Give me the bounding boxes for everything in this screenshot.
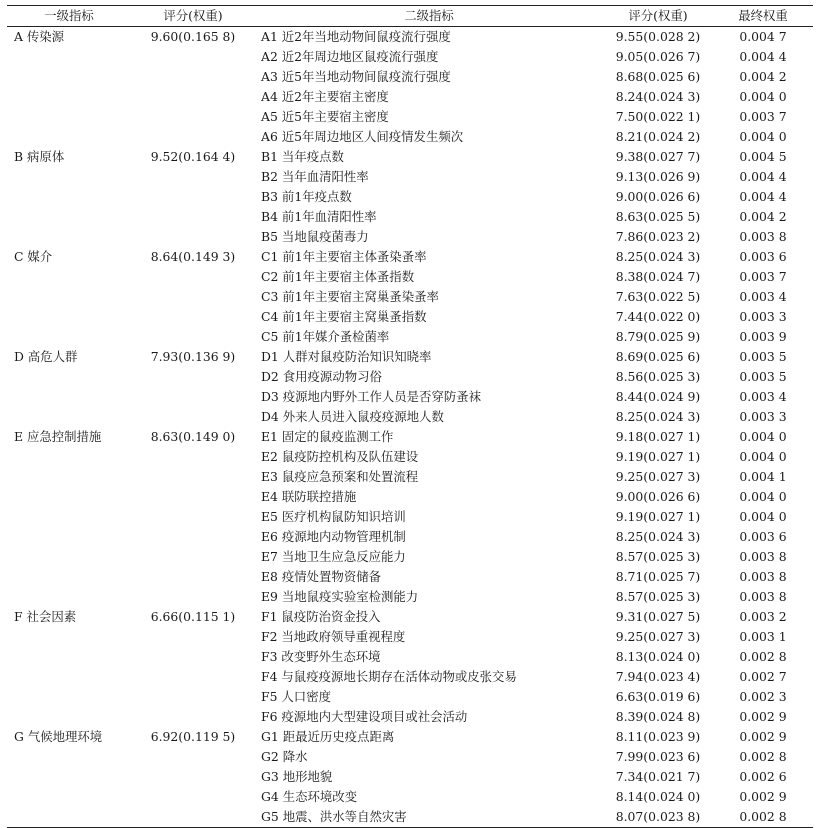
secondary-score-cell: 9.18(0.027 1) — [615, 429, 701, 444]
final-weight-cell: 0.004 0 — [739, 449, 787, 464]
secondary-score-cell: 7.63(0.022 5) — [615, 289, 701, 304]
secondary-score-cell: 8.57(0.025 3) — [615, 589, 701, 604]
table-row — [7, 487, 813, 507]
primary-score-cell — [131, 747, 255, 767]
table-row — [7, 547, 813, 567]
primary-indicator-cell — [7, 547, 131, 567]
primary-indicator-cell — [7, 647, 131, 667]
table-row — [7, 767, 813, 787]
primary-score-cell — [131, 307, 255, 327]
final-weight-cell: 0.003 4 — [739, 389, 787, 404]
primary-indicator-cell: B 病原体 — [14, 149, 65, 164]
primary-indicator-cell — [7, 267, 131, 287]
table-row — [7, 687, 813, 707]
final-weight-cell: 0.004 2 — [739, 209, 787, 224]
secondary-indicator-cell: A2 近2年周边地区鼠疫流行强度 — [261, 49, 439, 64]
primary-indicator-cell — [7, 807, 131, 828]
primary-score-cell — [131, 467, 255, 487]
primary-score-cell — [131, 547, 255, 567]
table-row — [7, 367, 813, 387]
secondary-score-cell: 8.21(0.024 2) — [615, 129, 701, 144]
final-weight-cell: 0.003 3 — [739, 309, 787, 324]
primary-score-cell: 9.60(0.165 8) — [150, 29, 236, 44]
primary-score-cell: 7.93(0.136 9) — [150, 349, 236, 364]
table-row — [7, 267, 813, 287]
final-weight-cell: 0.003 7 — [739, 109, 787, 124]
secondary-score-cell: 8.25(0.024 3) — [615, 409, 701, 424]
secondary-indicator-cell: F6 疫源地内大型建设项目或社会活动 — [261, 709, 468, 724]
secondary-score-cell: 8.69(0.025 6) — [615, 349, 701, 364]
final-weight-cell: 0.002 8 — [739, 649, 787, 664]
secondary-score-cell: 9.05(0.026 7) — [615, 49, 701, 64]
final-weight-cell: 0.003 5 — [739, 369, 787, 384]
primary-score-cell — [131, 67, 255, 87]
primary-indicator-cell: F 社会因素 — [14, 609, 77, 624]
table-row — [7, 147, 813, 167]
secondary-score-cell: 8.24(0.024 3) — [615, 89, 701, 104]
primary-score-cell — [131, 207, 255, 227]
secondary-score-cell: 9.25(0.027 3) — [615, 629, 701, 644]
table-row — [7, 187, 813, 207]
table-row — [7, 727, 813, 747]
secondary-indicator-cell: A5 近5年主要宿主密度 — [261, 109, 389, 124]
secondary-score-cell: 8.25(0.024 3) — [615, 529, 701, 544]
final-weight-cell: 0.003 1 — [739, 629, 787, 644]
primary-indicator-cell: D 高危人群 — [14, 349, 78, 364]
secondary-score-cell: 8.25(0.024 3) — [615, 249, 701, 264]
primary-indicator-cell — [7, 167, 131, 187]
final-weight-cell: 0.004 4 — [739, 49, 787, 64]
primary-score-cell — [131, 267, 255, 287]
primary-score-cell — [131, 47, 255, 67]
final-weight-cell: 0.004 7 — [739, 29, 787, 44]
secondary-score-cell: 8.68(0.025 6) — [615, 69, 701, 84]
table-row — [7, 507, 813, 527]
secondary-indicator-cell: F2 当地政府领导重视程度 — [261, 629, 406, 644]
table-row — [7, 87, 813, 107]
table-row — [7, 607, 813, 627]
primary-indicator-cell — [7, 667, 131, 687]
indicator-weight-table — [7, 5, 813, 828]
table-row — [7, 787, 813, 807]
header-row — [7, 6, 813, 27]
primary-score-cell — [131, 587, 255, 607]
primary-score-cell: 8.63(0.149 0) — [150, 429, 236, 444]
primary-score-cell — [131, 627, 255, 647]
primary-score-cell — [131, 127, 255, 147]
secondary-score-cell: 7.86(0.023 2) — [615, 229, 701, 244]
table-row — [7, 27, 813, 48]
primary-score-cell: 8.64(0.149 3) — [150, 249, 236, 264]
primary-score-cell — [131, 367, 255, 387]
table-row — [7, 207, 813, 227]
primary-indicator-cell — [7, 787, 131, 807]
final-weight-cell: 0.003 9 — [739, 329, 787, 344]
primary-score-cell — [131, 687, 255, 707]
secondary-indicator-cell: C1 前1年主要宿主体蚤染蚤率 — [261, 249, 427, 264]
secondary-indicator-cell: B1 当年疫点数 — [261, 149, 344, 164]
final-weight-cell: 0.004 4 — [739, 189, 787, 204]
secondary-indicator-cell: D4 外来人员进入鼠疫疫源地人数 — [261, 409, 444, 424]
primary-indicator-cell — [7, 107, 131, 127]
secondary-indicator-cell: D3 疫源地内野外工作人员是否穿防蚤袜 — [261, 389, 482, 404]
secondary-indicator-cell: E3 鼠疫应急预案和处置流程 — [261, 469, 419, 484]
final-weight-cell: 0.004 2 — [739, 69, 787, 84]
final-weight-cell: 0.002 9 — [739, 709, 787, 724]
table-row — [7, 567, 813, 587]
final-weight-cell: 0.003 6 — [739, 529, 787, 544]
table-row — [7, 627, 813, 647]
final-weight-cell: 0.002 7 — [739, 669, 787, 684]
secondary-indicator-cell: F4 与鼠疫疫源地长期存在活体动物或皮张交易 — [261, 669, 517, 684]
primary-score-cell: 9.52(0.164 4) — [150, 149, 236, 164]
table-row — [7, 287, 813, 307]
table-row — [7, 667, 813, 687]
final-weight-cell: 0.003 6 — [739, 249, 787, 264]
secondary-indicator-cell: E5 医疗机构鼠防知识培训 — [261, 509, 406, 524]
secondary-score-cell: 9.00(0.026 6) — [615, 189, 701, 204]
table-row — [7, 167, 813, 187]
final-weight-cell: 0.003 7 — [739, 269, 787, 284]
table-row — [7, 47, 813, 67]
secondary-indicator-cell: G2 降水 — [261, 749, 308, 764]
secondary-indicator-cell: E1 固定的鼠疫监测工作 — [261, 429, 394, 444]
primary-indicator-cell — [7, 47, 131, 67]
secondary-indicator-cell: A4 近2年主要宿主密度 — [261, 89, 389, 104]
secondary-score-cell: 8.11(0.023 9) — [615, 729, 701, 744]
secondary-indicator-cell: E8 疫情处置物资储备 — [261, 569, 381, 584]
primary-indicator-cell — [7, 627, 131, 647]
primary-score-cell — [131, 567, 255, 587]
final-weight-cell: 0.003 2 — [739, 609, 787, 624]
secondary-score-cell: 7.44(0.022 0) — [615, 309, 701, 324]
secondary-indicator-cell: A3 近5年当地动物间鼠疫流行强度 — [261, 69, 451, 84]
table-row — [7, 127, 813, 147]
final-weight-cell: 0.004 5 — [739, 149, 787, 164]
primary-indicator-cell — [7, 207, 131, 227]
secondary-indicator-cell: E6 疫源地内动物管理机制 — [261, 529, 406, 544]
secondary-indicator-cell: C2 前1年主要宿主体蚤指数 — [261, 269, 415, 284]
primary-score-cell — [131, 707, 255, 727]
table-row — [7, 307, 813, 327]
table-row — [7, 67, 813, 87]
final-weight-cell: 0.003 8 — [739, 569, 787, 584]
primary-indicator-cell — [7, 687, 131, 707]
final-weight-cell: 0.002 3 — [739, 689, 787, 704]
table-row — [7, 387, 813, 407]
secondary-score-cell: 7.94(0.023 4) — [615, 669, 701, 684]
primary-indicator-cell: C 媒介 — [14, 249, 53, 264]
primary-score-cell — [131, 167, 255, 187]
final-weight-cell: 0.003 3 — [739, 409, 787, 424]
secondary-score-cell: 7.50(0.022 1) — [615, 109, 701, 124]
final-weight-cell: 0.004 1 — [739, 469, 787, 484]
primary-indicator-cell — [7, 307, 131, 327]
header-primary-score: 评分(权重) — [163, 8, 223, 23]
primary-indicator-cell — [7, 507, 131, 527]
final-weight-cell: 0.004 0 — [739, 129, 787, 144]
primary-indicator-cell: A 传染源 — [14, 29, 65, 44]
secondary-indicator-cell: B3 前1年疫点数 — [261, 189, 352, 204]
final-weight-cell: 0.002 9 — [739, 729, 787, 744]
primary-score-cell: 6.92(0.119 5) — [150, 729, 236, 744]
primary-score-cell — [131, 787, 255, 807]
table-row — [7, 247, 813, 267]
secondary-score-cell: 8.39(0.024 8) — [615, 709, 701, 724]
primary-score-cell — [131, 447, 255, 467]
table-row — [7, 347, 813, 367]
secondary-indicator-cell: F3 改变野外生态环境 — [261, 649, 381, 664]
secondary-score-cell: 6.63(0.019 6) — [615, 689, 701, 704]
final-weight-cell: 0.003 8 — [739, 229, 787, 244]
table-row — [7, 587, 813, 607]
secondary-score-cell: 8.56(0.025 3) — [615, 369, 701, 384]
primary-indicator-cell — [7, 567, 131, 587]
final-weight-cell: 0.003 5 — [739, 349, 787, 364]
primary-indicator-cell — [7, 67, 131, 87]
table-row — [7, 447, 813, 467]
secondary-indicator-cell: F5 人口密度 — [261, 689, 331, 704]
table-row — [7, 467, 813, 487]
final-weight-cell: 0.003 4 — [739, 289, 787, 304]
final-weight-cell: 0.002 9 — [739, 789, 787, 804]
secondary-indicator-cell: A1 近2年当地动物间鼠疫流行强度 — [261, 29, 451, 44]
primary-score-cell — [131, 807, 255, 828]
primary-score-cell — [131, 527, 255, 547]
secondary-score-cell: 9.13(0.026 9) — [615, 169, 701, 184]
primary-score-cell — [131, 287, 255, 307]
primary-score-cell — [131, 387, 255, 407]
header-primary-indicator: 一级指标 — [44, 8, 94, 23]
final-weight-cell: 0.004 0 — [739, 489, 787, 504]
secondary-indicator-cell: E2 鼠疫防控机构及队伍建设 — [261, 449, 419, 464]
table-row — [7, 107, 813, 127]
primary-indicator-cell — [7, 707, 131, 727]
header-secondary-score: 评分(权重) — [628, 8, 688, 23]
primary-score-cell — [131, 487, 255, 507]
primary-score-cell — [131, 187, 255, 207]
primary-indicator-cell — [7, 187, 131, 207]
secondary-indicator-cell: E4 联防联控措施 — [261, 489, 357, 504]
primary-score-cell — [131, 767, 255, 787]
final-weight-cell: 0.004 0 — [739, 89, 787, 104]
primary-indicator-cell — [7, 407, 131, 427]
secondary-indicator-cell: G1 距最近历史疫点距离 — [261, 729, 395, 744]
secondary-indicator-cell: D1 人群对鼠疫防治知识知晓率 — [261, 349, 432, 364]
final-weight-cell: 0.002 8 — [739, 749, 787, 764]
primary-indicator-cell: G 气候地理环境 — [14, 729, 103, 744]
secondary-score-cell: 8.14(0.024 0) — [615, 789, 701, 804]
primary-score-cell — [131, 327, 255, 347]
final-weight-cell: 0.003 8 — [739, 549, 787, 564]
final-weight-cell: 0.004 0 — [739, 429, 787, 444]
secondary-score-cell: 8.79(0.025 9) — [615, 329, 701, 344]
secondary-score-cell: 8.63(0.025 5) — [615, 209, 701, 224]
secondary-indicator-cell: E7 当地卫生应急反应能力 — [261, 549, 406, 564]
primary-indicator-cell — [7, 467, 131, 487]
secondary-score-cell: 8.07(0.023 8) — [615, 809, 701, 824]
primary-score-cell — [131, 647, 255, 667]
primary-indicator-cell — [7, 767, 131, 787]
secondary-indicator-cell: D2 食用疫源动物习俗 — [261, 369, 382, 384]
final-weight-cell: 0.004 0 — [739, 509, 787, 524]
table-body — [7, 27, 813, 828]
table-row — [7, 407, 813, 427]
primary-indicator-cell — [7, 387, 131, 407]
secondary-score-cell: 9.55(0.028 2) — [615, 29, 701, 44]
primary-score-cell: 6.66(0.115 1) — [150, 609, 236, 624]
secondary-score-cell: 8.57(0.025 3) — [615, 549, 701, 564]
secondary-indicator-cell: B5 当地鼠疫菌毒力 — [261, 229, 369, 244]
table-row — [7, 327, 813, 347]
primary-score-cell — [131, 407, 255, 427]
secondary-indicator-cell: G3 地形地貌 — [261, 769, 333, 784]
primary-score-cell — [131, 107, 255, 127]
secondary-score-cell: 8.44(0.024 9) — [615, 389, 701, 404]
table-row — [7, 807, 813, 828]
primary-score-cell — [131, 507, 255, 527]
primary-indicator-cell — [7, 487, 131, 507]
final-weight-cell: 0.002 8 — [739, 809, 787, 824]
secondary-indicator-cell: E9 当地鼠疫实验室检测能力 — [261, 589, 419, 604]
primary-score-cell — [131, 87, 255, 107]
primary-indicator-cell — [7, 447, 131, 467]
table-row — [7, 527, 813, 547]
primary-indicator-cell — [7, 587, 131, 607]
secondary-indicator-cell: A6 近5年周边地区人间疫情发生频次 — [261, 129, 464, 144]
table-row — [7, 227, 813, 247]
table-row — [7, 427, 813, 447]
header-final-weight: 最终权重 — [738, 8, 788, 23]
secondary-indicator-cell: F1 鼠疫防治资金投入 — [261, 609, 381, 624]
secondary-indicator-cell: G4 生态环境改变 — [261, 789, 358, 804]
secondary-indicator-cell: C5 前1年媒介蚤检菌率 — [261, 329, 390, 344]
table-row — [7, 747, 813, 767]
secondary-score-cell: 9.25(0.027 3) — [615, 469, 701, 484]
secondary-score-cell: 9.38(0.027 7) — [615, 149, 701, 164]
primary-indicator-cell — [7, 127, 131, 147]
secondary-indicator-cell: C4 前1年主要宿主窝巢蚤指数 — [261, 309, 427, 324]
secondary-score-cell: 7.34(0.021 7) — [615, 769, 701, 784]
primary-indicator-cell: E 应急控制措施 — [14, 429, 102, 444]
secondary-score-cell: 8.71(0.025 7) — [615, 569, 701, 584]
primary-indicator-cell — [7, 367, 131, 387]
primary-indicator-cell — [7, 747, 131, 767]
final-weight-cell: 0.003 8 — [739, 589, 787, 604]
primary-score-cell — [131, 667, 255, 687]
secondary-score-cell: 8.38(0.024 7) — [615, 269, 701, 284]
primary-score-cell — [131, 227, 255, 247]
final-weight-cell: 0.002 6 — [739, 769, 787, 784]
header-secondary-indicator: 二级指标 — [404, 8, 454, 23]
secondary-indicator-cell: C3 前1年主要宿主窝巢蚤染蚤率 — [261, 289, 439, 304]
secondary-score-cell: 9.19(0.027 1) — [615, 449, 701, 464]
table-row — [7, 707, 813, 727]
primary-indicator-cell — [7, 327, 131, 347]
secondary-score-cell: 8.13(0.024 0) — [615, 649, 701, 664]
final-weight-cell: 0.004 4 — [739, 169, 787, 184]
primary-indicator-cell — [7, 287, 131, 307]
primary-indicator-cell — [7, 527, 131, 547]
primary-indicator-cell — [7, 87, 131, 107]
secondary-score-cell: 9.19(0.027 1) — [615, 509, 701, 524]
secondary-indicator-cell: G5 地震、洪水等自然灾害 — [261, 809, 407, 824]
secondary-score-cell: 9.31(0.027 5) — [615, 609, 701, 624]
primary-indicator-cell — [7, 227, 131, 247]
secondary-score-cell: 7.99(0.023 6) — [615, 749, 701, 764]
secondary-score-cell: 9.00(0.026 6) — [615, 489, 701, 504]
secondary-indicator-cell: B4 前1年血清阳性率 — [261, 209, 377, 224]
secondary-indicator-cell: B2 当年血清阳性率 — [261, 169, 369, 184]
table-row — [7, 647, 813, 667]
